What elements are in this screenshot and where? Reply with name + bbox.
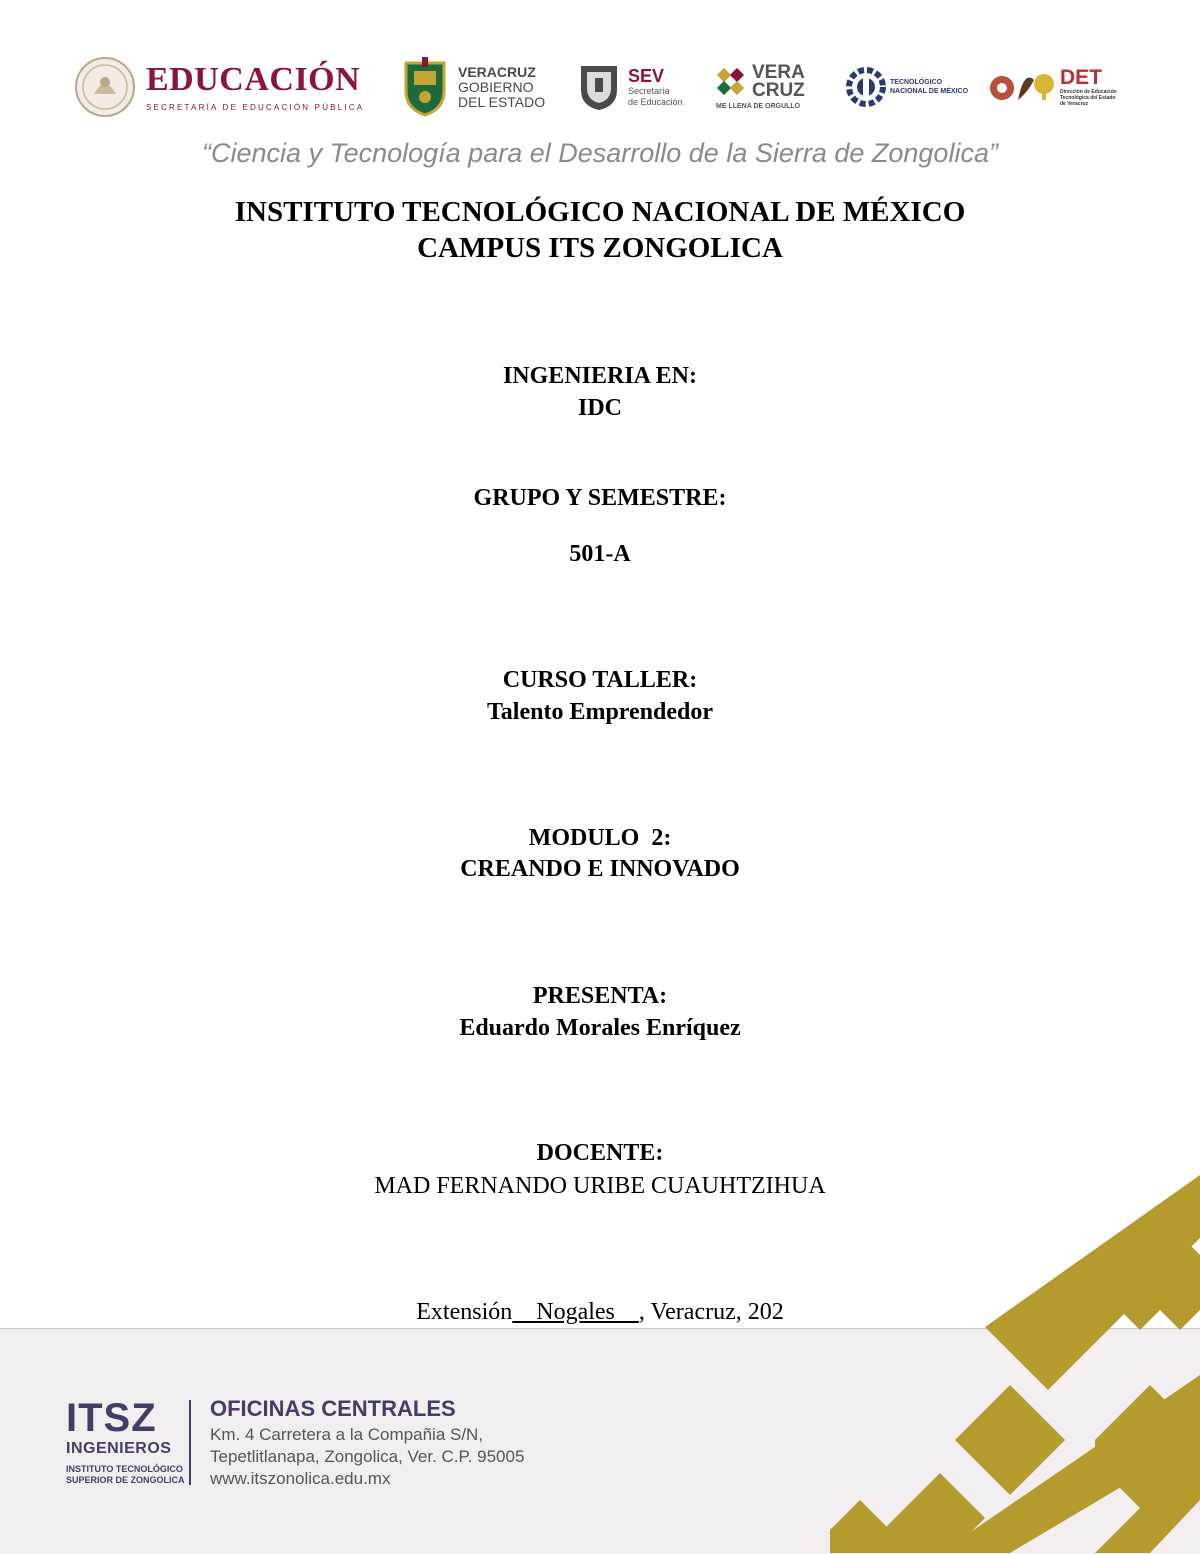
location-suffix: , Veracruz, 202 <box>638 1299 784 1325</box>
presenta-label: PRESENTA: <box>532 983 668 1009</box>
grupo-value: 501-A <box>569 541 631 567</box>
sev-line2: de Educación <box>628 97 683 107</box>
office-address1: Km. 4 Carretera a la Compañia S/N, <box>210 1425 484 1444</box>
vera-text: VERA <box>752 62 805 83</box>
ingenieria-label: INGENIERIA EN: <box>502 363 698 389</box>
itsz-subtitle: INGENIEROS <box>66 1440 172 1457</box>
sep-subtitle: SECRETARÍA DE EDUCACIÓN PÚBLICA <box>146 102 365 112</box>
curso-value: Talento Emprendedor <box>486 699 714 725</box>
veracruz-line1: VERACRUZ <box>458 63 536 80</box>
sep-title: EDUCACIÓN <box>146 60 361 98</box>
motto: “Ciencia y Tecnología para el Desarrollo de la Sierra de Zongolica” <box>202 138 998 168</box>
cruz-text: CRUZ <box>752 80 805 101</box>
vera-tagline: ME LLENA DE ORGULLO <box>716 103 801 110</box>
institution-name: INSTITUTO TECNOLÓGICO NACIONAL DE MÉXICO <box>234 196 966 228</box>
itsz-line2: SUPERIOR DE ZONGOLICA <box>66 1475 185 1485</box>
docente-label: DOCENTE: <box>536 1140 664 1166</box>
location-place-text: Nogales <box>536 1299 615 1325</box>
veracruz-line3: DEL ESTADO <box>458 93 546 110</box>
modulo-label: MODULO 2: <box>528 825 672 851</box>
modulo-value: CREANDO E INNOVADO <box>460 856 740 882</box>
veracruz-line2: GOBIERNO <box>458 78 534 95</box>
student-name: Eduardo Morales Enríquez <box>459 1015 741 1041</box>
curso-label: CURSO TALLER: <box>502 667 698 693</box>
det-title: DET <box>1060 66 1102 89</box>
sev-title: SEV <box>628 66 665 86</box>
office-website[interactable]: www.itszonolica.edu.mx <box>210 1469 391 1488</box>
ingenieria-value: IDC <box>577 395 622 421</box>
itsz-logo <box>66 1398 185 1486</box>
location-prefix: Extensión <box>416 1299 513 1325</box>
office-title: OFICINAS CENTRALES <box>210 1396 456 1421</box>
itsz-line1: INSTITUTO TECNOLÓGICO <box>66 1464 183 1474</box>
campus-name: CAMPUS ITS ZONGOLICA <box>417 232 783 264</box>
grupo-label: GRUPO Y SEMESTRE: <box>473 485 727 511</box>
footer-divider <box>189 1400 191 1485</box>
det-line2: Tecnológica del Estado <box>1060 95 1116 101</box>
teacher-name: MAD FERNANDO URIBE CUAUHTZIHUA <box>374 1173 826 1199</box>
tecnm-line1: TECNOLÓGICO <box>890 79 943 86</box>
tecnm-line2: NACIONAL DE MÉXICO <box>890 88 969 95</box>
det-line3: de Veracruz <box>1060 101 1089 107</box>
itsz-title: ITSZ <box>66 1396 157 1440</box>
sev-line1: Secretaría <box>628 86 670 96</box>
office-address2: Tepetlitlanapa, Zongolica, Ver. C.P. 95005 <box>210 1447 525 1466</box>
det-line1: Dirección de Educación <box>1060 89 1117 95</box>
office-info <box>210 1396 524 1490</box>
